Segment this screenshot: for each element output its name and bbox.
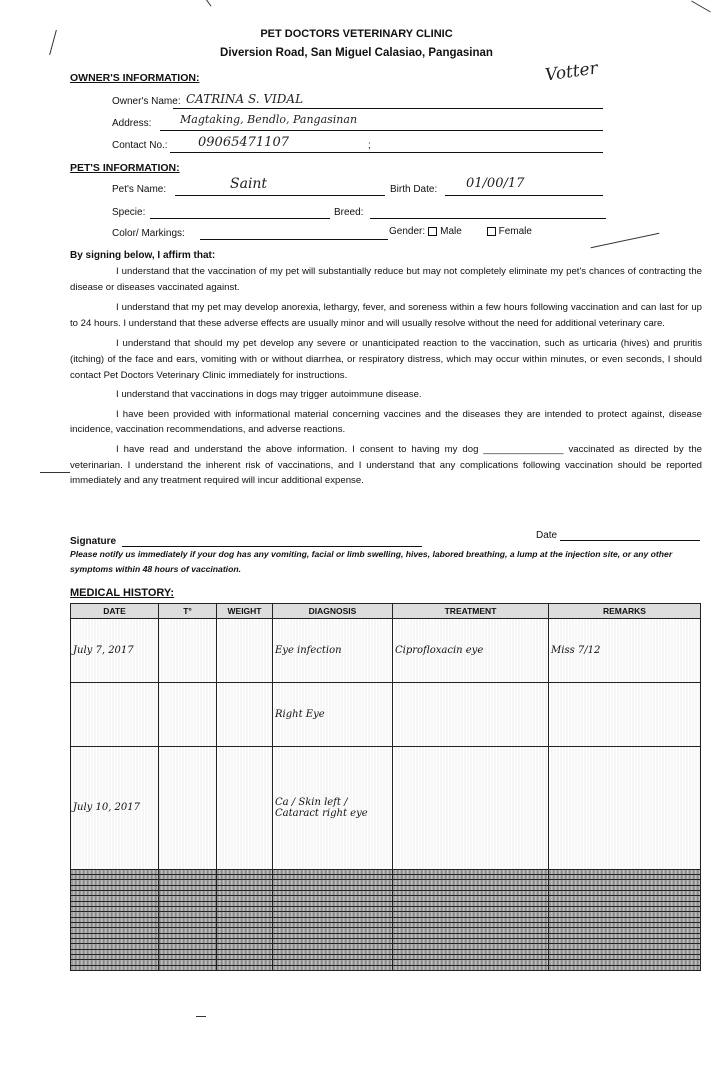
cell-text: Eye infection	[275, 645, 342, 656]
consent-p2: I understand that my pet may develop anorexia, lethargy, fever, and soreness within a few hours following vaccination and can last for up to 24 hours. I understand that these adverse effects are usually minor and will usually resolve without the need for additional veterinary care.	[70, 302, 702, 329]
table-cell	[549, 965, 701, 970]
table-cell	[393, 619, 549, 683]
consent-p3: I understand that should my pet develop any severe or unanticipated reaction to the vaccination, such as urticaria (hives) and pruritis (itching) of the face and ears, vomiting with or without diarrhea, or respiratory distress, which may occur within minutes, or even seconds, I should contact Pet Doctors Veterinary Clinic immediately for instructions.	[70, 338, 702, 381]
column-header: DATE	[71, 604, 159, 619]
pet-name-value: Saint	[230, 176, 268, 192]
table-row	[71, 965, 701, 970]
column-header: WEIGHT	[217, 604, 273, 619]
contact-separator: ;	[368, 140, 371, 151]
column-header: T°	[159, 604, 217, 619]
date-line	[560, 540, 700, 541]
table-cell	[159, 965, 217, 970]
table-cell	[217, 965, 273, 970]
consent-paragraphs	[70, 264, 702, 489]
table-cell	[393, 965, 549, 970]
table-cell	[273, 747, 393, 870]
birth-date-line	[445, 195, 603, 196]
table-cell	[273, 965, 393, 970]
scan-mark	[203, 0, 212, 7]
table-cell	[159, 683, 217, 747]
male-label: Male	[440, 226, 462, 237]
pen-stroke	[591, 233, 660, 249]
table-cell	[71, 747, 159, 870]
consent-p5: I have been provided with informational material concerning vaccines and the diseases they are intended to protect against, disease incidence, vaccination recommendations, and adverse reactions.	[70, 408, 702, 436]
breed-label: Breed:	[334, 207, 364, 218]
medical-history-table	[70, 603, 701, 971]
pet-section-title: PET'S INFORMATION:	[70, 162, 180, 174]
table-cell	[71, 965, 159, 970]
scan-mark	[40, 472, 70, 473]
symptom-note: Please notify us immediately if your dog has any vomiting, facial or limb swelling, hives, labored breathing, a lump at the injection site, or any other symptoms within 48 hours of vaccination.	[70, 549, 673, 574]
gender-field	[389, 226, 532, 237]
consent-p4: I understand that vaccinations in dogs may trigger autoimmune disease.	[116, 389, 422, 401]
table-cell	[217, 747, 273, 870]
table-cell	[393, 683, 549, 747]
table-cell	[159, 747, 217, 870]
table-cell	[217, 683, 273, 747]
table-cell	[159, 619, 217, 683]
pet-name-line	[175, 195, 385, 196]
male-checkbox[interactable]	[428, 227, 437, 236]
owner-name-line	[173, 108, 603, 109]
breed-line	[370, 218, 606, 219]
specie-label: Specie:	[112, 207, 146, 218]
scan-mark	[691, 1, 711, 13]
table-cell	[549, 683, 701, 747]
column-header: DIAGNOSIS	[273, 604, 393, 619]
table-cell	[273, 683, 393, 747]
clinic-name: PET DOCTORS VETERINARY CLINIC	[260, 28, 453, 40]
specie-line	[150, 218, 330, 219]
owner-section-title: OWNER'S INFORMATION:	[70, 72, 200, 84]
color-label: Color/ Markings:	[112, 228, 185, 239]
consent-intro: By signing below, I affirm that:	[70, 250, 216, 261]
date-label: Date	[536, 530, 558, 541]
address-value: Magtaking, Bendlo, Pangasinan	[180, 113, 358, 126]
contact-line	[170, 152, 603, 153]
address-label: Address:	[112, 118, 152, 129]
margin-note: Votter	[543, 58, 599, 86]
signature-label: Signature	[70, 536, 117, 547]
consent-p6: I have read and understand the above information. I consent to having my dog _______________ vaccinated as directed by the veterinarian. I understand the inherent risk of vaccinations, and I understand that any complications following vaccination should be reported immediately and any treatment required will incur additional expense.	[70, 443, 702, 487]
owner-name-label: Owner's Name:	[112, 96, 181, 107]
table-cell	[71, 683, 159, 747]
scan-mark	[196, 1016, 206, 1017]
cell-text: July 7, 2017	[73, 645, 134, 656]
table-row	[71, 683, 701, 747]
female-checkbox[interactable]	[487, 227, 496, 236]
female-label: Female	[498, 226, 532, 237]
table-cell	[549, 619, 701, 683]
column-header: REMARKS	[549, 604, 701, 619]
contact-value: 09065471107	[198, 135, 289, 150]
birth-date-label: Birth Date:	[390, 184, 438, 195]
address-line	[160, 130, 603, 131]
birth-date-value: 01/00/17	[466, 176, 525, 191]
owner-name-value: CATRINA S. VIDAL	[186, 92, 304, 106]
table-cell	[71, 619, 159, 683]
table-cell	[217, 619, 273, 683]
clinic-address: Diversion Road, San Miguel Calasiao, Pangasinan	[220, 47, 493, 59]
table-row	[71, 619, 701, 683]
table-row	[71, 747, 701, 870]
cell-text: July 10, 2017	[73, 802, 141, 814]
consent-p1: I understand that the vaccination of my pet will substantially reduce but may not completely eliminate my pet's chances of contracting the disease or diseases vaccinated against.	[70, 266, 702, 293]
cell-text: Right Eye	[275, 709, 325, 720]
gender-label: Gender:	[389, 226, 426, 237]
medical-section-title: MEDICAL HISTORY:	[70, 587, 175, 599]
column-header: TREATMENT	[393, 604, 549, 619]
cell-text: Miss 7/12	[551, 645, 601, 656]
table-cell	[549, 747, 701, 870]
table-cell	[393, 747, 549, 870]
color-line	[200, 239, 388, 240]
table-cell	[273, 619, 393, 683]
pet-name-label: Pet's Name:	[112, 184, 167, 195]
cell-text: Ca / Skin left / Cataract right eye	[275, 796, 368, 819]
cell-text: Ciprofloxacin eye	[395, 645, 484, 656]
contact-label: Contact No.:	[112, 140, 168, 151]
